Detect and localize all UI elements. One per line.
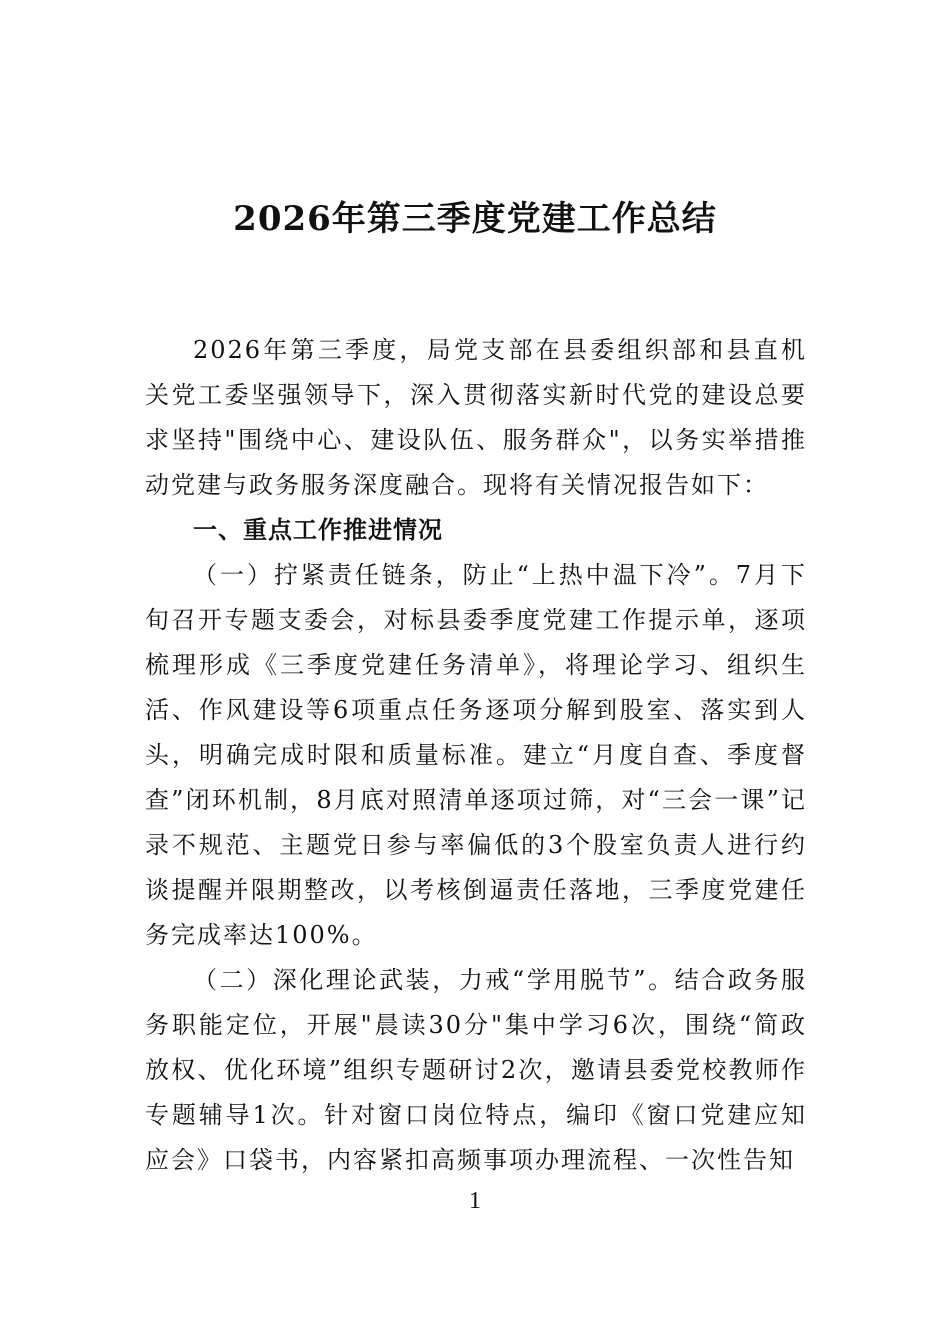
document-title: 2026年第三季度党建工作总结	[233, 199, 717, 239]
section-heading: 一、重点工作推进情况	[193, 516, 443, 544]
paragraph-theory: （二）深化理论武装，力戒“学用脱节”。结合政务服务职能定位，开展"晨读30分"集中学习6次，围绕“简政放权、优化环境”组织专题研讨2次，邀请县委党校教师作专题辅导1次。针对窗口岗位特点，编印《窗口党建应知应会》口袋书，内容紧扣高频事项办理流程、一次性告知	[145, 966, 807, 1174]
paragraph-responsibility: （一）拧紧责任链条，防止“上热中温下冷”。7月下旬召开专题支委会，对标县委季度党建工作提示单，逐项梳理形成《三季度党建任务清单》，将理论学习、组织生活、作风建设等6项重点任务逐项分解到股室、落实到人头，明确完成时限和质量标准。建立“月度自查、季度督查”闭环机制，8月底对照清单逐项过筛，对“三会一课”记录不规范、主题党日参与率偏低的3个股室负责人进行约谈提醒并限期整改，以考核倒逼责任落地，三季度党建任务完成率达100%。	[145, 561, 807, 949]
page-number: 1	[469, 1188, 481, 1214]
document-body	[145, 328, 807, 1183]
intro-paragraph: 2026年第三季度，局党支部在县委组织部和县直机关党工委坚强领导下，深入贯彻落实新时代党的建设总要求坚持"围绕中心、建设队伍、服务群众"，以务实举措推动党建与政务服务深度融合。现将有关情况报告如下：	[145, 336, 807, 499]
